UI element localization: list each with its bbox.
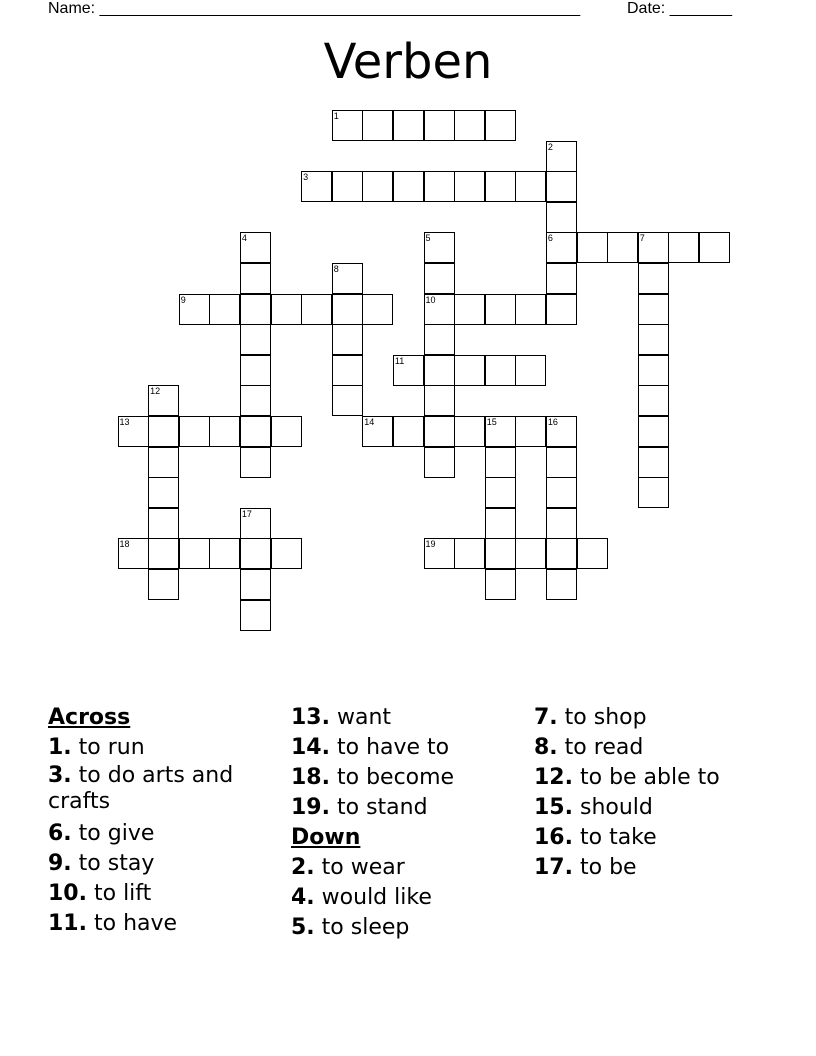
grid-cell[interactable]	[271, 294, 302, 325]
down-clue	[534, 733, 774, 763]
grid-cell[interactable]	[148, 416, 179, 447]
grid-cell[interactable]	[271, 416, 302, 447]
grid-cell[interactable]	[240, 232, 271, 263]
grid-cell[interactable]	[393, 355, 424, 386]
down-clue	[291, 853, 531, 883]
clue-text: to sleep	[321, 915, 410, 940]
grid-cell[interactable]	[240, 385, 271, 416]
grid-cell[interactable]	[699, 232, 730, 263]
clue-number: 16.	[534, 825, 573, 850]
grid-cell[interactable]	[577, 538, 608, 569]
clue-number-label: 3	[303, 172, 309, 183]
clue-number-label: 19	[425, 539, 436, 550]
clue-number: 8.	[534, 735, 558, 760]
grid-cell[interactable]	[393, 171, 424, 202]
date-field-label: Date: _______	[627, 0, 732, 17]
grid-cell[interactable]	[240, 355, 271, 386]
grid-cell[interactable]	[638, 477, 669, 508]
across-clue	[48, 819, 288, 849]
grid-cell[interactable]	[362, 110, 393, 141]
grid-cell[interactable]	[148, 538, 179, 569]
clue-number-label: 17	[241, 508, 252, 519]
grid-cell[interactable]	[485, 110, 516, 141]
name-field-label: Name: ______________________________________________________	[48, 0, 581, 17]
grid-cell[interactable]	[240, 324, 271, 355]
grid-cell[interactable]	[424, 538, 455, 569]
clue-text: to run	[78, 735, 145, 760]
clue-number-label: 12	[150, 386, 161, 397]
clue-number-label: 7	[639, 233, 645, 244]
grid-cell[interactable]	[332, 110, 363, 141]
grid-cell[interactable]	[393, 416, 424, 447]
grid-cell[interactable]	[485, 569, 516, 600]
grid-cell[interactable]	[638, 416, 669, 447]
grid-cell[interactable]	[454, 538, 485, 569]
grid-cell[interactable]	[485, 294, 516, 325]
clue-number: 13.	[291, 705, 330, 730]
clue-number: 5.	[291, 915, 315, 940]
grid-cell[interactable]	[546, 538, 577, 569]
across-clue	[291, 733, 531, 763]
grid-cell[interactable]	[515, 416, 546, 447]
clue-text: to do arts and crafts	[48, 763, 234, 814]
across-clue	[48, 763, 288, 819]
across-clue	[48, 733, 288, 763]
clue-number-label: 4	[241, 233, 247, 244]
clue-number-label: 11	[394, 355, 405, 366]
grid-cell[interactable]	[179, 294, 210, 325]
across-clue	[48, 909, 288, 939]
down-heading: Down	[291, 825, 361, 850]
clue-text: to give	[78, 821, 155, 846]
page-title: Verben	[323, 34, 493, 90]
grid-cell[interactable]	[332, 385, 363, 416]
grid-cell[interactable]	[546, 569, 577, 600]
clue-text: to be able to	[579, 765, 720, 790]
grid-cell[interactable]	[454, 355, 485, 386]
across-clue	[291, 763, 531, 793]
clue-text: to shop	[564, 705, 647, 730]
clue-text: to lift	[93, 881, 152, 906]
clue-number: 3.	[48, 763, 72, 788]
clue-number-label: 8	[333, 264, 339, 274]
clue-column-1	[48, 703, 288, 939]
clue-number-label: 5	[425, 233, 431, 244]
grid-cell[interactable]	[485, 477, 516, 508]
grid-cell[interactable]	[485, 447, 516, 478]
grid-cell[interactable]	[454, 171, 485, 202]
grid-cell[interactable]	[546, 171, 577, 202]
down-clue	[534, 853, 774, 883]
clue-number-label: 15	[486, 417, 497, 427]
grid-cell[interactable]	[424, 232, 455, 263]
clue-number: 11.	[48, 911, 87, 936]
clue-text: to wear	[321, 855, 405, 880]
grid-cell[interactable]	[546, 263, 577, 294]
grid-cell[interactable]	[546, 416, 577, 447]
grid-cell[interactable]	[485, 416, 516, 447]
clue-number: 10.	[48, 881, 87, 906]
grid-cell[interactable]	[577, 232, 608, 263]
grid-cell[interactable]	[515, 538, 546, 569]
clue-number-label: 18	[119, 539, 130, 550]
grid-cell[interactable]	[424, 416, 455, 447]
clue-number-label: 16	[547, 417, 558, 427]
grid-cell[interactable]	[546, 202, 577, 233]
clue-number-label: 9	[180, 294, 186, 305]
grid-cell[interactable]	[485, 355, 516, 386]
grid-cell[interactable]	[148, 508, 179, 539]
clue-number: 4.	[291, 885, 315, 910]
grid-cell[interactable]	[638, 294, 669, 325]
grid-cell[interactable]	[546, 232, 577, 263]
across-clue	[291, 703, 531, 733]
grid-cell[interactable]	[515, 294, 546, 325]
grid-cell[interactable]	[332, 171, 363, 202]
clue-number: 14.	[291, 735, 330, 760]
grid-cell[interactable]	[454, 294, 485, 325]
clue-text: would like	[321, 885, 432, 910]
grid-cell[interactable]	[332, 263, 363, 294]
grid-cell[interactable]	[546, 477, 577, 508]
clue-text: to take	[579, 825, 657, 850]
grid-cell[interactable]	[240, 569, 271, 600]
clue-text: to read	[564, 735, 644, 760]
grid-cell[interactable]	[332, 294, 363, 325]
clue-text: to become	[336, 765, 455, 790]
grid-cell[interactable]	[424, 447, 455, 478]
grid-cell[interactable]	[332, 324, 363, 355]
grid-cell[interactable]	[179, 538, 210, 569]
clue-number-label: 6	[547, 233, 553, 244]
grid-cell[interactable]	[148, 385, 179, 416]
grid-cell[interactable]	[179, 416, 210, 447]
grid-cell[interactable]	[240, 416, 271, 447]
clue-number-label: 13	[119, 417, 130, 427]
grid-cell[interactable]	[546, 141, 577, 172]
grid-cell[interactable]	[424, 355, 455, 386]
grid-cell[interactable]	[148, 569, 179, 600]
grid-cell[interactable]	[362, 416, 393, 447]
clue-text: to stay	[78, 851, 155, 876]
grid-cell[interactable]	[148, 477, 179, 508]
clue-number: 15.	[534, 795, 573, 820]
grid-cell[interactable]	[638, 355, 669, 386]
grid-cell[interactable]	[424, 385, 455, 416]
grid-cell[interactable]	[454, 110, 485, 141]
grid-cell[interactable]	[424, 110, 455, 141]
clue-text: want	[336, 705, 392, 730]
down-clue	[534, 763, 774, 793]
clue-text: should	[579, 795, 653, 820]
grid-cell[interactable]	[362, 171, 393, 202]
grid-cell[interactable]	[271, 538, 302, 569]
clue-number: 19.	[291, 795, 330, 820]
across-heading: Across	[48, 705, 131, 730]
down-clue	[291, 883, 531, 913]
grid-cell[interactable]	[240, 538, 271, 569]
clue-column-3	[534, 703, 774, 883]
grid-cell[interactable]	[118, 538, 149, 569]
grid-cell[interactable]	[240, 600, 271, 631]
grid-cell[interactable]	[148, 447, 179, 478]
clue-number: 1.	[48, 735, 72, 760]
down-clue	[291, 913, 531, 943]
clue-number-label: 10	[425, 294, 436, 305]
grid-cell[interactable]	[485, 508, 516, 539]
grid-cell[interactable]	[209, 416, 240, 447]
grid-cell[interactable]	[485, 171, 516, 202]
clue-number: 2.	[291, 855, 315, 880]
grid-cell[interactable]	[424, 324, 455, 355]
grid-cell[interactable]	[515, 355, 546, 386]
down-clue	[534, 823, 774, 853]
clue-number: 9.	[48, 851, 72, 876]
clue-number: 17.	[534, 855, 573, 880]
grid-cell[interactable]	[638, 447, 669, 478]
clue-number-label: 2	[547, 141, 553, 152]
grid-cell[interactable]	[515, 171, 546, 202]
grid-cell[interactable]	[668, 232, 699, 263]
down-clue	[534, 703, 774, 733]
grid-cell[interactable]	[546, 294, 577, 325]
clue-text: to stand	[336, 795, 428, 820]
grid-cell[interactable]	[209, 294, 240, 325]
clue-text: to be	[579, 855, 637, 880]
clue-number-label: 1	[333, 111, 339, 121]
grid-cell[interactable]	[240, 263, 271, 294]
grid-cell[interactable]	[209, 538, 240, 569]
grid-cell[interactable]	[454, 416, 485, 447]
grid-cell[interactable]	[240, 508, 271, 539]
clue-number: 6.	[48, 821, 72, 846]
grid-cell[interactable]	[638, 232, 669, 263]
grid-cell[interactable]	[301, 171, 332, 202]
grid-cell[interactable]	[393, 110, 424, 141]
grid-cell[interactable]	[546, 508, 577, 539]
down-clue	[534, 793, 774, 823]
grid-cell[interactable]	[332, 355, 363, 386]
clue-number: 12.	[534, 765, 573, 790]
across-clue	[48, 849, 288, 879]
grid-cell[interactable]	[118, 416, 149, 447]
grid-cell[interactable]	[424, 294, 455, 325]
grid-cell[interactable]	[240, 447, 271, 478]
clue-column-2	[291, 703, 531, 943]
grid-cell[interactable]	[638, 324, 669, 355]
grid-cell[interactable]	[638, 385, 669, 416]
across-clue	[48, 879, 288, 909]
clue-number-label: 14	[364, 417, 375, 427]
grid-cell[interactable]	[424, 171, 455, 202]
grid-cell[interactable]	[638, 263, 669, 294]
across-clue	[291, 793, 531, 823]
grid-cell[interactable]	[607, 232, 638, 263]
grid-cell[interactable]	[546, 447, 577, 478]
grid-cell[interactable]	[424, 263, 455, 294]
grid-cell[interactable]	[240, 294, 271, 325]
grid-cell[interactable]	[362, 294, 393, 325]
clue-text: to have to	[336, 735, 450, 760]
clue-text: to have	[93, 911, 178, 936]
grid-cell[interactable]	[485, 538, 516, 569]
grid-cell[interactable]	[301, 294, 332, 325]
clue-number: 18.	[291, 765, 330, 790]
clue-number: 7.	[534, 705, 558, 730]
